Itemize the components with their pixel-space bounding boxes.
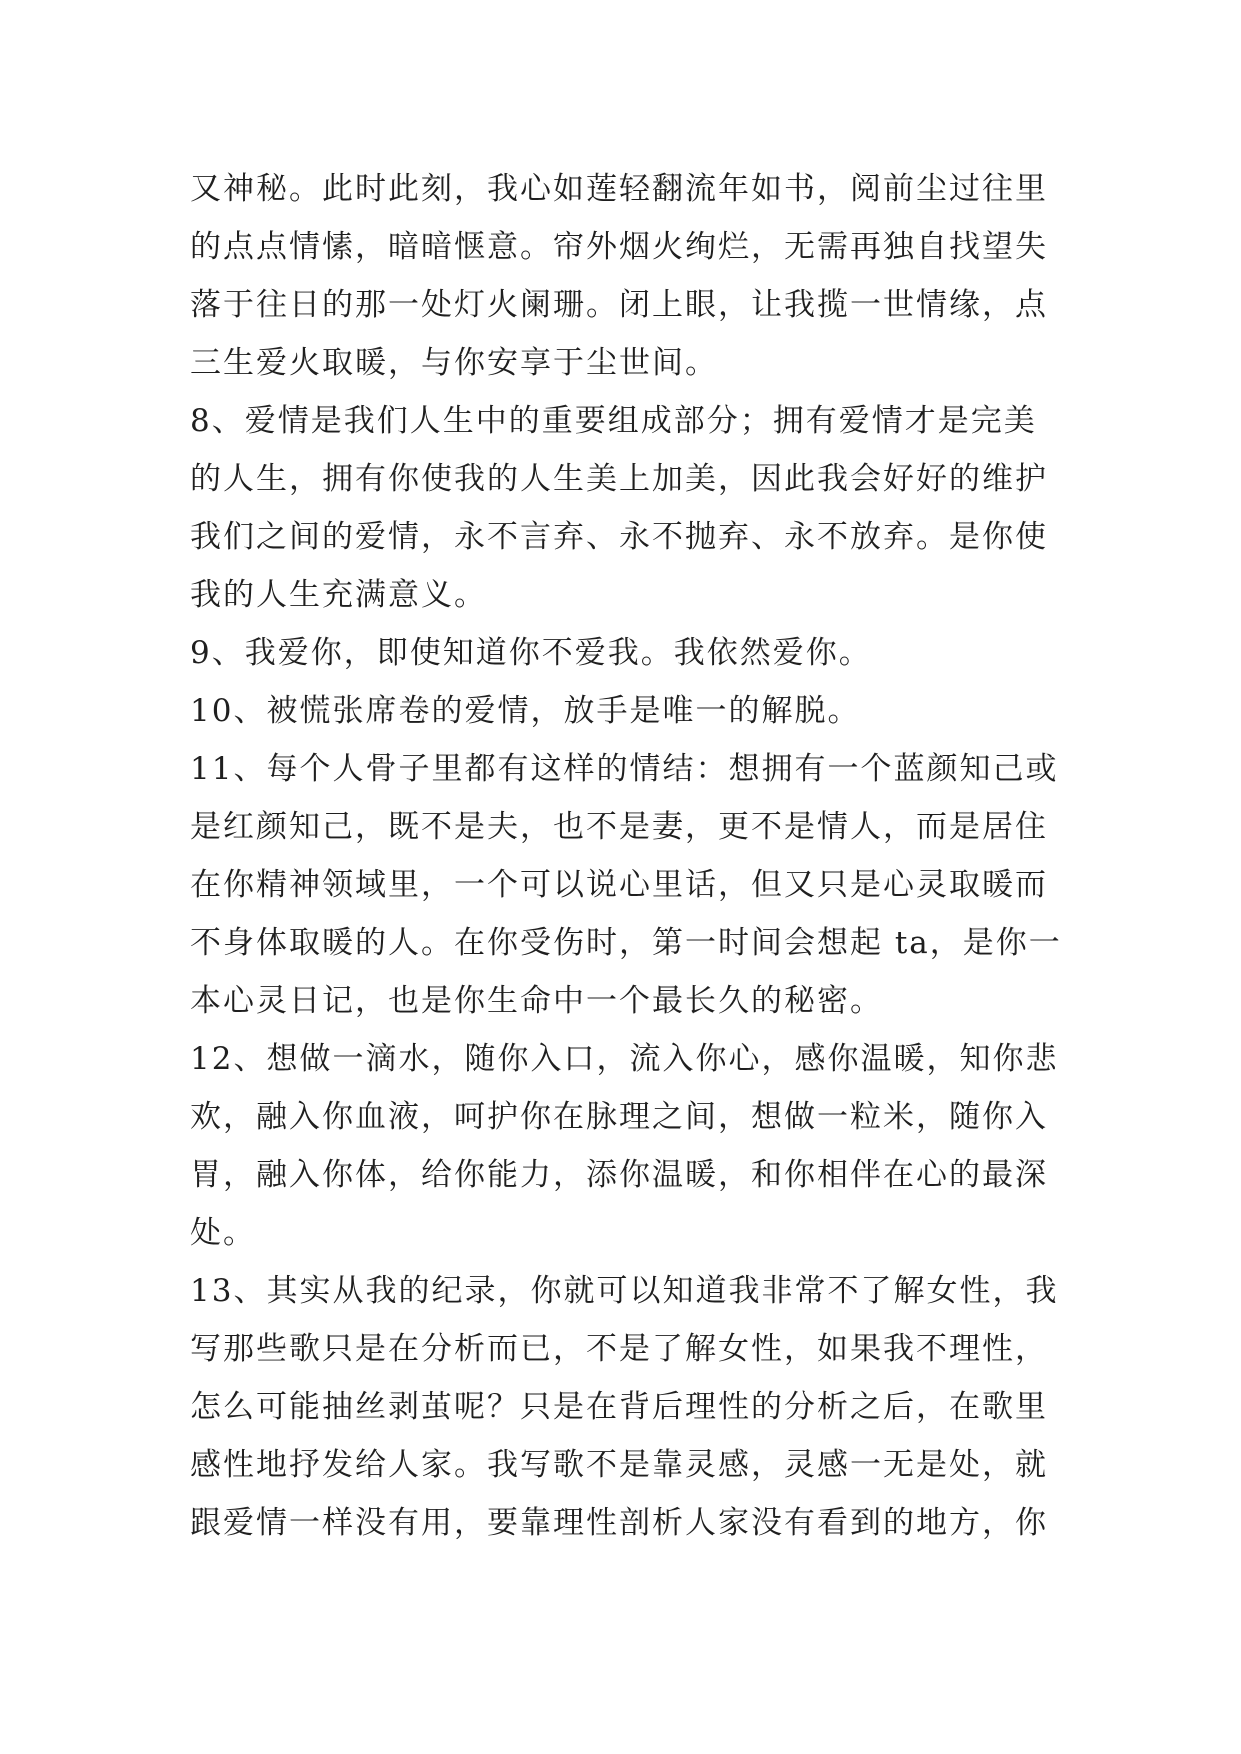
text-line: 的点点情愫，暗暗惬意。帘外烟火绚烂，无需再独自找望失 [190,229,1048,265]
text-line: 处。 [190,1215,256,1251]
text-line: 写那些歌只是在分析而已，不是了解女性，如果我不理性， [190,1331,1048,1367]
text-line: 13、其实从我的纪录，你就可以知道我非常不了解女性，我 [190,1273,1059,1309]
text-line: 不身体取暖的人。在你受伤时，第一时间会想起 ta，是你一 [190,925,1062,961]
text-line: 8、爱情是我们人生中的重要组成部分；拥有爱情才是完美 [190,403,1037,439]
text-line: 怎么可能抽丝剥茧呢？只是在背后理性的分析之后，在歌里 [190,1389,1048,1425]
text-line: 我的人生充满意义。 [190,577,487,613]
text-line: 胃，融入你体，给你能力，添你温暖，和你相伴在心的最深 [190,1157,1048,1193]
text-line: 欢，融入你血液，呵护你在脉理之间，想做一粒米，随你入 [190,1099,1048,1135]
text-line: 11、每个人骨子里都有这样的情结：想拥有一个蓝颜知己或 [190,751,1059,787]
text-line: 本心灵日记，也是你生命中一个最长久的秘密。 [190,983,883,1019]
text-line: 三生爱火取暖，与你安享于尘世间。 [190,345,718,381]
text-line: 我们之间的爱情，永不言弃、永不抛弃、永不放弃。是你使 [190,519,1048,555]
text-line: 又神秘。此时此刻，我心如莲轻翻流年如书，阅前尘过往里 [190,171,1048,207]
text-line: 感性地抒发给人家。我写歌不是靠灵感，灵感一无是处，就 [190,1447,1048,1483]
document-body [190,160,1060,1552]
text-line: 的人生，拥有你使我的人生美上加美，因此我会好好的维护 [190,461,1048,497]
text-line: 12、想做一滴水，随你入口，流入你心，感你温暖，知你悲 [190,1041,1059,1077]
text-line: 是红颜知己，既不是夫，也不是妻，更不是情人，而是居住 [190,809,1048,845]
text-line: 9、我爱你，即使知道你不爱我。我依然爱你。 [190,635,872,671]
text-line: 落于往日的那一处灯火阑珊。闭上眼，让我揽一世情缘，点 [190,287,1048,323]
text-line: 跟爱情一样没有用，要靠理性剖析人家没有看到的地方，你 [190,1505,1048,1541]
text-line: 10、被慌张席卷的爱情，放手是唯一的解脱。 [190,693,861,729]
text-line: 在你精神领域里，一个可以说心里话，但又只是心灵取暖而 [190,867,1048,903]
